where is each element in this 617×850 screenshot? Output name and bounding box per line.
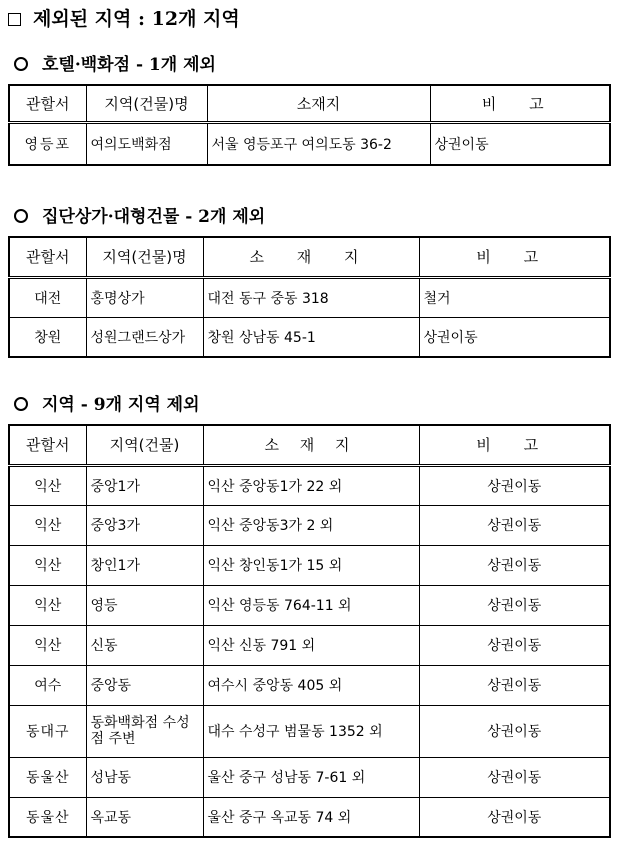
cell-area: 중앙3가 xyxy=(86,505,203,545)
cell-jurisdiction: 동울산 xyxy=(9,797,86,837)
cell-jurisdiction: 여수 xyxy=(9,665,86,705)
header-area: 지역(건물)명 xyxy=(86,85,207,122)
page-title xyxy=(8,4,240,31)
cell-address: 대수 수성구 범물동 1352 외 xyxy=(203,705,419,757)
table-row xyxy=(9,317,610,357)
table-row xyxy=(9,505,610,545)
header-address: 소재지 xyxy=(207,85,430,122)
table-row xyxy=(9,705,610,757)
cell-area: 동화백화점 수성점 주변 xyxy=(86,705,203,757)
cell-remarks: 상권이동 xyxy=(419,757,610,797)
cell-jurisdiction: 대전 xyxy=(9,277,86,317)
cell-area: 성원그랜드상가 xyxy=(86,317,203,357)
cell-address: 울산 중구 성남동 7-61 외 xyxy=(203,757,419,797)
cell-remarks: 철거 xyxy=(419,277,610,317)
cell-remarks: 상권이동 xyxy=(419,545,610,585)
table-row xyxy=(9,585,610,625)
cell-address: 서울 영등포구 여의도동 36-2 xyxy=(207,122,430,165)
section-title-area xyxy=(14,390,200,415)
cell-jurisdiction: 창원 xyxy=(9,317,86,357)
cell-area: 중앙1가 xyxy=(86,465,203,505)
cell-area: 여의도백화점 xyxy=(86,122,207,165)
cell-jurisdiction: 익산 xyxy=(9,505,86,545)
circle-bullet-icon xyxy=(14,397,28,411)
hotel-table xyxy=(8,84,611,166)
header-jurisdiction: 관할서 xyxy=(9,237,86,277)
table-row xyxy=(9,122,610,165)
cell-area: 성남동 xyxy=(86,757,203,797)
cell-jurisdiction: 영등포 xyxy=(9,122,86,165)
table-row xyxy=(9,545,610,585)
cell-address: 여수시 중앙동 405 외 xyxy=(203,665,419,705)
table-header-row xyxy=(9,237,610,277)
cell-area: 신동 xyxy=(86,625,203,665)
header-jurisdiction: 관할서 xyxy=(9,425,86,465)
page-title-text: 제외된 지역 : 12개 지역 xyxy=(33,8,240,30)
table-row xyxy=(9,797,610,837)
table-row xyxy=(9,665,610,705)
cell-jurisdiction: 익산 xyxy=(9,585,86,625)
circle-bullet-icon xyxy=(14,209,28,223)
cell-jurisdiction: 익산 xyxy=(9,545,86,585)
table-header-row xyxy=(9,85,610,122)
cell-area: 홍명상가 xyxy=(86,277,203,317)
section-title-mall xyxy=(14,202,265,227)
header-remarks: 비 고 xyxy=(419,425,610,465)
cell-area: 창인1가 xyxy=(86,545,203,585)
cell-area: 영등 xyxy=(86,585,203,625)
cell-address: 대전 동구 중동 318 xyxy=(203,277,419,317)
table-row xyxy=(9,757,610,797)
cell-remarks: 상권이동 xyxy=(419,797,610,837)
checkbox-square-icon xyxy=(8,13,21,26)
header-address: 소 재 지 xyxy=(203,425,419,465)
header-remarks: 비 고 xyxy=(430,85,610,122)
section-title-text: 지역 - 9개 지역 제외 xyxy=(42,395,200,415)
mall-table xyxy=(8,236,611,358)
header-area: 지역(건물)명 xyxy=(86,237,203,277)
cell-remarks: 상권이동 xyxy=(419,665,610,705)
cell-remarks: 상권이동 xyxy=(419,317,610,357)
cell-remarks: 상권이동 xyxy=(419,585,610,625)
cell-jurisdiction: 동대구 xyxy=(9,705,86,757)
cell-address: 창원 상남동 45-1 xyxy=(203,317,419,357)
table-header-row xyxy=(9,425,610,465)
cell-remarks: 상권이동 xyxy=(430,122,610,165)
circle-bullet-icon xyxy=(14,57,28,71)
cell-remarks: 상권이동 xyxy=(419,705,610,757)
cell-address: 익산 중앙동3가 2 외 xyxy=(203,505,419,545)
header-area: 지역(건물) xyxy=(86,425,203,465)
cell-jurisdiction: 익산 xyxy=(9,465,86,505)
cell-address: 익산 중앙동1가 22 외 xyxy=(203,465,419,505)
header-jurisdiction: 관할서 xyxy=(9,85,86,122)
cell-remarks: 상권이동 xyxy=(419,505,610,545)
table-row xyxy=(9,465,610,505)
section-title-text: 호텔·백화점 - 1개 제외 xyxy=(42,55,216,75)
cell-address: 익산 신동 791 외 xyxy=(203,625,419,665)
cell-jurisdiction: 익산 xyxy=(9,625,86,665)
cell-address: 익산 영등동 764-11 외 xyxy=(203,585,419,625)
cell-jurisdiction: 동울산 xyxy=(9,757,86,797)
table-row xyxy=(9,625,610,665)
area-table xyxy=(8,424,611,838)
section-title-text: 집단상가·대형건물 - 2개 제외 xyxy=(42,207,266,227)
cell-area: 중앙동 xyxy=(86,665,203,705)
cell-remarks: 상권이동 xyxy=(419,465,610,505)
cell-remarks: 상권이동 xyxy=(419,625,610,665)
header-remarks: 비 고 xyxy=(419,237,610,277)
cell-area: 옥교동 xyxy=(86,797,203,837)
section-title-hotel xyxy=(14,50,216,75)
table-row xyxy=(9,277,610,317)
header-address: 소 재 지 xyxy=(203,237,419,277)
cell-address: 울산 중구 옥교동 74 외 xyxy=(203,797,419,837)
cell-address: 익산 창인동1가 15 외 xyxy=(203,545,419,585)
